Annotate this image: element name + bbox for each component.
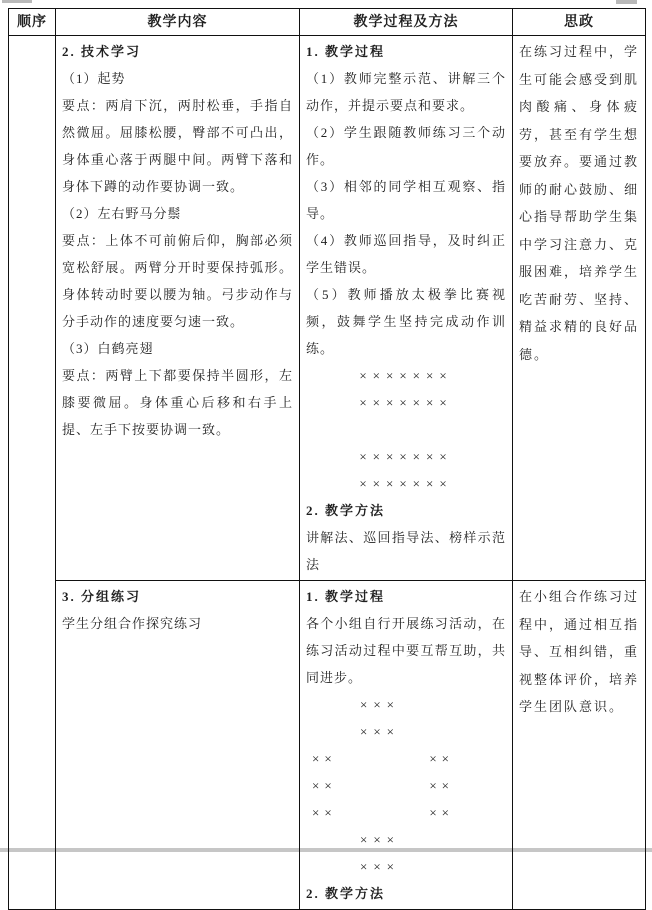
section-heading: 3. 分组练习 — [62, 589, 142, 604]
paragraph: 学生分组合作探究练习 — [62, 616, 203, 631]
ideology-cell-group-practice — [513, 581, 646, 910]
process-cell-technique — [300, 36, 513, 581]
formation-split-line — [306, 745, 506, 772]
lesson-plan-table — [8, 8, 646, 910]
formation-split-line — [306, 772, 506, 799]
paragraph: （2）左右野马分鬃 — [62, 206, 182, 221]
order-cell — [9, 36, 56, 910]
paragraph: 要点：上体不可前俯后仰，胸部必须宽松舒展。两臂分开时要保持弧形。身体转动时要以腰为轴。弓步动作与分手动作的速度要匀速一致。 — [62, 233, 293, 329]
section-heading: 1. 教学过程 — [306, 589, 386, 604]
process-blocks — [306, 583, 506, 907]
section-heading: 2. 教学方法 — [306, 503, 386, 518]
paragraph: 要点：两肩下沉，两肘松垂，手指自然微屈。屈膝松腰，臀部不可凸出，身体重心落于两腿中间。两臂下落和身体下蹲的动作要协调一致。 — [62, 98, 293, 194]
table-row-group-practice — [9, 581, 646, 910]
process-cell-group-practice — [300, 581, 513, 910]
formation-line: ××× — [360, 697, 400, 712]
formation-line: ××××××× — [359, 368, 453, 383]
section-heading: 2. 技术学习 — [62, 44, 142, 59]
process-blocks — [306, 38, 506, 578]
formation-right-group: ×× — [429, 778, 454, 793]
formation-right-group: ×× — [429, 751, 454, 766]
page-edge-fragment-top-right — [616, 0, 637, 4]
paragraph: （3）相邻的同学相互观察、指导。 — [306, 179, 506, 221]
content-blocks — [62, 583, 293, 637]
formation-line: ××××××× — [359, 395, 453, 410]
header-cell-ideology: 思政 — [513, 9, 646, 36]
paragraph: 讲解法、巡回指导法、榜样示范法 — [306, 530, 506, 572]
formation-split-line — [306, 799, 506, 826]
table-row-technique-learning — [9, 36, 646, 581]
formation-left-group: ×× — [312, 805, 337, 820]
section-heading: 1. 教学过程 — [306, 44, 386, 59]
paragraph: 各个小组自行开展练习活动，在练习活动过程中要互帮互助，共同进步。 — [306, 616, 506, 685]
paragraph: （4）教师巡回指导，及时纠正学生错误。 — [306, 233, 506, 275]
content-cell-group-practice — [56, 581, 300, 910]
paragraph: 要点：两臂上下都要保持半圆形，左膝要微屈。身体重心后移和右手上提、左手下按要协调一致。 — [62, 368, 293, 437]
paragraph: （5）教师播放太极拳比赛视频，鼓舞学生坚持完成动作训练。 — [306, 287, 506, 356]
formation-line: ××× — [360, 724, 400, 739]
page-edge-fragment-top-left — [2, 0, 32, 3]
formation-left-group: ×× — [312, 751, 337, 766]
formation-right-group: ×× — [429, 805, 454, 820]
content-cell-technique — [56, 36, 300, 581]
formation-left-group: ×× — [312, 778, 337, 793]
header-cell-order: 顺序 — [9, 9, 56, 36]
ideology-paragraph: 在小组合作练习过程中，通过相互指导、互相纠错，重视整体评价，培养学生团队意识。 — [519, 589, 640, 714]
ideology-paragraph: 在练习过程中，学生可能会感受到肌肉酸痛、身体疲劳，甚至有学生想要放弃。要通过教师的耐心鼓励、细心指导帮助学生集中学习注意力、克服困难，培养学生吃苦耐劳、坚持、精益求精的良好品德。 — [519, 44, 640, 362]
header-row — [9, 9, 646, 36]
spacer — [306, 416, 506, 443]
formation-line: ××××××× — [359, 476, 453, 491]
paragraph: （1）教师完整示范、讲解三个动作，并提示要点和要求。 — [306, 71, 506, 113]
paragraph: （3）白鹤亮翅 — [62, 341, 154, 356]
formation-line: ××××××× — [359, 449, 453, 464]
content-blocks — [62, 38, 293, 443]
paragraph: （1）起势 — [62, 71, 126, 86]
formation-line: ××× — [360, 859, 400, 874]
header-cell-process: 教学过程及方法 — [300, 9, 513, 36]
paragraph: （2）学生跟随教师练习三个动作。 — [306, 125, 506, 167]
formation-line: ××× — [360, 832, 400, 847]
header-cell-content: 教学内容 — [56, 9, 300, 36]
section-heading: 2. 教学方法 — [306, 886, 386, 901]
ideology-cell-technique — [513, 36, 646, 581]
